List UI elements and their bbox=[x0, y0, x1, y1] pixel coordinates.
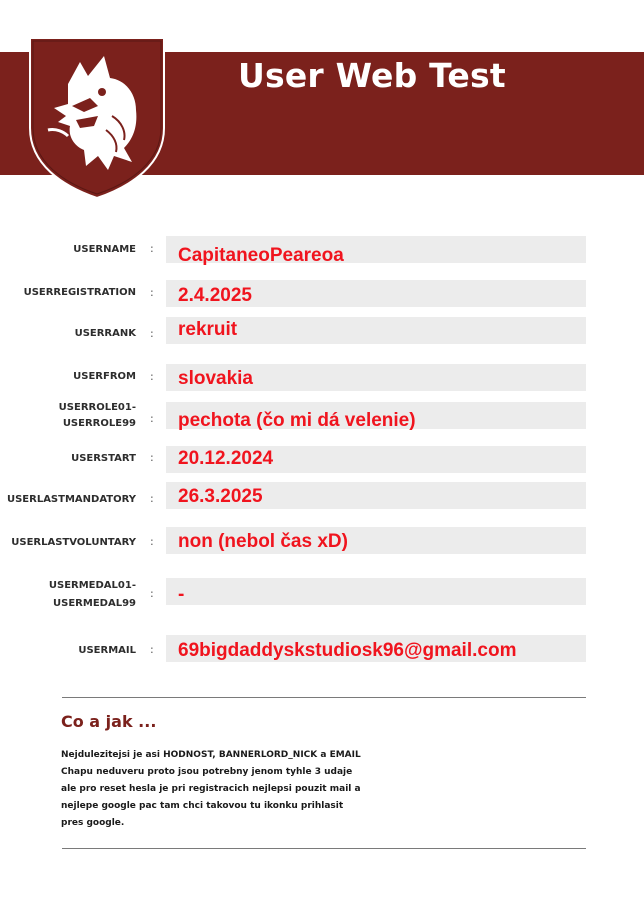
field-value: pechota (čo mi dá velenie) bbox=[178, 410, 416, 431]
field-colon: : bbox=[150, 412, 154, 425]
divider-top bbox=[62, 697, 586, 698]
info-line: nejlepe google pac tam chci takovou tu ikonku prihlasit bbox=[61, 801, 344, 811]
field-colon: : bbox=[150, 535, 154, 548]
info-line: Nejdulezitejsi je asi HODNOST, BANNERLORD_NICK a EMAIL bbox=[61, 750, 361, 760]
field-colon: : bbox=[150, 370, 154, 383]
field-value: CapitaneoPeareoa bbox=[178, 245, 344, 266]
field-colon: : bbox=[150, 242, 154, 255]
field-colon: : bbox=[150, 643, 154, 656]
field-value: - bbox=[178, 584, 185, 605]
field-value: 26.3.2025 bbox=[178, 486, 263, 507]
field-value: 20.12.2024 bbox=[178, 448, 274, 469]
field-label: USERROLE99 bbox=[62, 418, 136, 429]
info-line: pres google. bbox=[61, 818, 125, 828]
field-box bbox=[166, 578, 586, 605]
field-colon: : bbox=[150, 587, 154, 600]
field-colon: : bbox=[150, 286, 154, 299]
field-value: rekruit bbox=[178, 319, 238, 340]
field-label: USERRANK bbox=[74, 328, 136, 339]
field-label: USERNAME bbox=[73, 244, 136, 255]
field-colon: : bbox=[150, 327, 154, 340]
field-label: USERMAIL bbox=[78, 645, 136, 656]
field-value: slovakia bbox=[178, 368, 253, 389]
field-colon: : bbox=[150, 451, 154, 464]
field-label: USERLASTVOLUNTARY bbox=[11, 537, 136, 548]
field-label: USERMEDAL01- bbox=[48, 580, 136, 591]
field-value: 69bigdaddyskstudiosk96@gmail.com bbox=[178, 640, 517, 661]
divider-bottom bbox=[62, 848, 586, 849]
field-label: USERROLE01- bbox=[58, 402, 136, 413]
info-text bbox=[61, 747, 401, 832]
info-line: Chapu neduveru proto jsou potrebny jenom tyhle 3 udaje bbox=[61, 767, 353, 777]
field-label: USERSTART bbox=[71, 453, 136, 464]
page-title: User Web Test bbox=[238, 56, 506, 95]
field-label: USERREGISTRATION bbox=[23, 287, 136, 298]
field-colon: : bbox=[150, 492, 154, 505]
field-label: USERMEDAL99 bbox=[53, 598, 136, 609]
field-label: USERFROM bbox=[73, 371, 136, 382]
info-title: Co a jak ... bbox=[61, 712, 157, 731]
wolf-head-shield-icon bbox=[28, 36, 166, 200]
field-value: non (nebol čas xD) bbox=[178, 531, 348, 552]
field-value: 2.4.2025 bbox=[178, 285, 252, 306]
info-line: ale pro reset hesla je pri registracich nejlepsi pouzit mail a bbox=[61, 784, 361, 794]
field-label: USERLASTMANDATORY bbox=[6, 494, 136, 505]
